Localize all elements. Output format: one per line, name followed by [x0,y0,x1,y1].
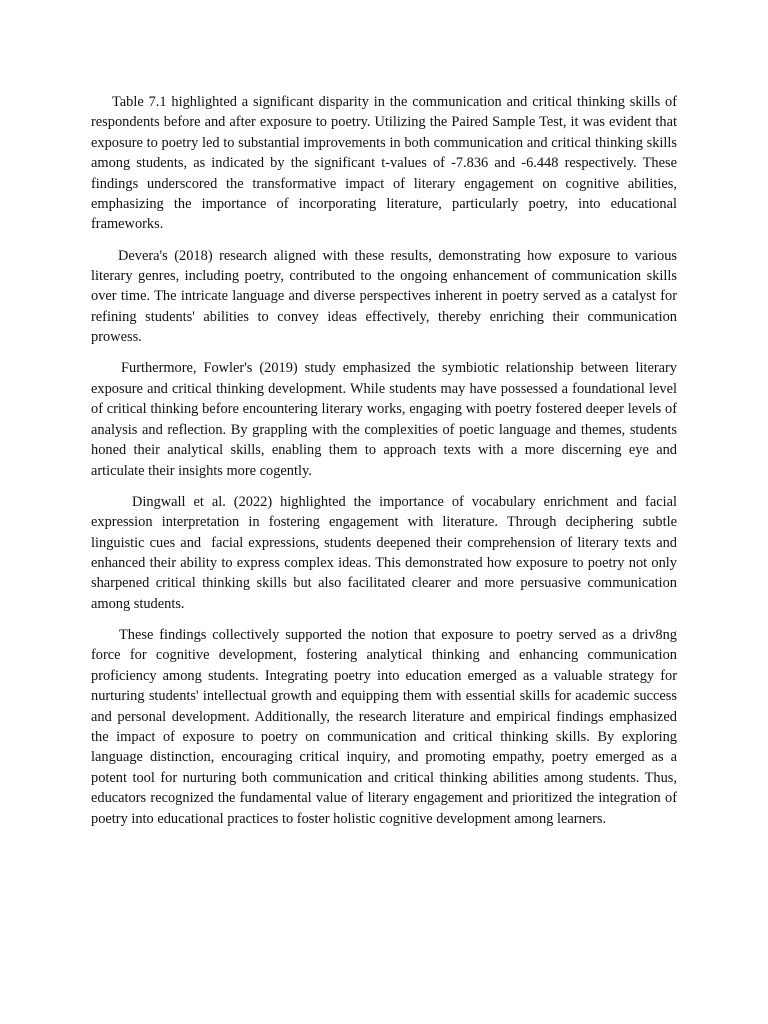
paragraph-conclusion: These findings collectively supported the notion that exposure to poetry served as a driv8ng force for cognitive development, fostering analytical thinking and enhancing communication proficiency among students. Integrating poetry into education emerged as a valuable strategy for nurturing students' intellectual growth and equipping them with essential skills for academic success and personal development. Additionally, the research literature and empirical findings emphasized the impact of exposure to poetry on communication and critical thinking skills. By exploring language distinction, encouraging critical inquiry, and promoting empathy, poetry emerged as a potent tool for nurturing both communication and critical thinking abilities among students. Thus, educators recognized the fundamental value of literary engagement and prioritized the integration of poetry into educational practices to foster holistic cognitive development among learners. [91,626,681,827]
document-page [91,92,681,840]
paragraph-fowler-study: Furthermore, Fowler's (2019) study emphasized the symbiotic relationship between literary exposure and critical thinking development. While students may have possessed a foundational level of critical thinking before encountering literary works, engaging with poetry fostered deeper levels of analysis and reflection. By grappling with the complexities of poetic language and themes, students honed their analytical skills, enabling them to approach texts with a more discerning eye and articulate their insights more cogently. [91,360,681,479]
paragraph-table-findings: Table 7.1 highlighted a significant disparity in the communication and critical thinking skills of respondents before and after exposure to poetry. Utilizing the Paired Sample Test, it was evident that exposure to poetry led to substantial improvements in both communication and critical thinking skills among students, as indicated by the significant t-values of -7.836 and -6.448 respectively. These findings underscored the transformative impact of literary engagement on cognitive abilities, emphasizing the importance of incorporating literature, particularly poetry, into educational frameworks. [91,94,681,233]
paragraph-devera-research: Devera's (2018) research aligned with these results, demonstrating how exposure to various literary genres, including poetry, contributed to the ongoing enhancement of communication skills over time. The intricate language and diverse perspectives inherent in poetry served as a catalyst for refining students' abilities to convey ideas effectively, thereby enriching their communication prowess. [91,247,681,346]
paragraph-dingwall-study: Dingwall et al. (2022) highlighted the importance of vocabulary enrichment and facial expression interpretation in fostering engagement with literature. Through deciphering subtle linguistic cues and facial expressions, students deepened their comprehension of literary texts and enhanced their ability to express complex ideas. This demonstrated how exposure to poetry not only sharpened critical thinking skills but also facilitated clearer and more persuasive communication among students. [91,493,681,612]
